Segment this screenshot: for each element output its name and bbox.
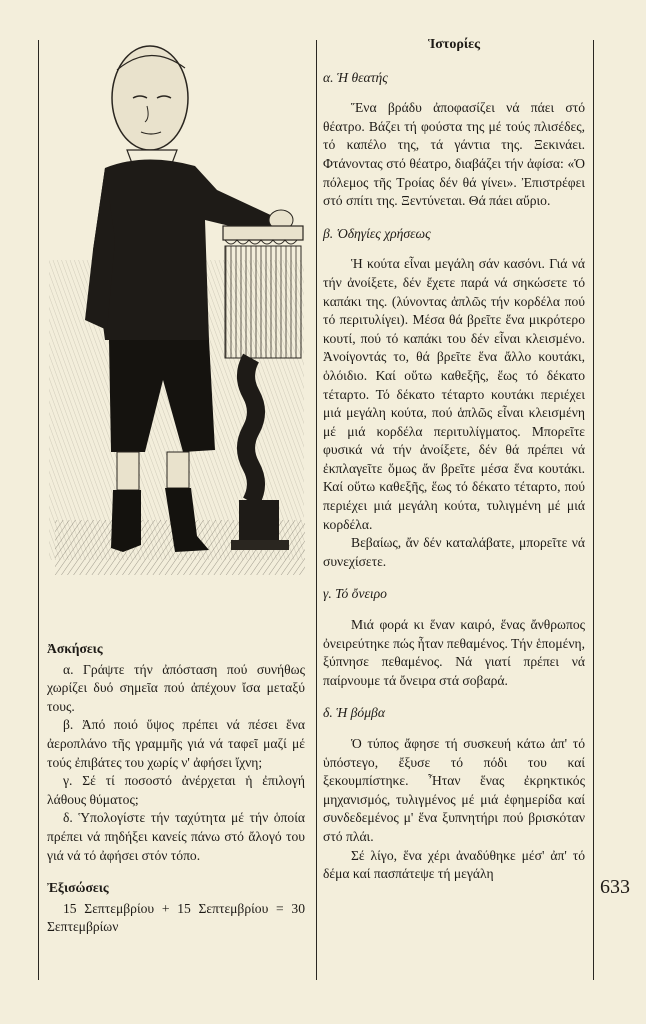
story-paragraph: Ἡ κούτα εἶναι μεγάλη σάν κασόνι. Γιά νά τήν ἀνοίξετε, δέν ἔχετε παρά νά σηκώσετε τό καπάκι της. (λύνοντας ἁπλῶς τήν κορδέλα πού τό περιτυλίγει). Μέσα θά βρεῖτε ἕνα μικρότερο κουτί, πού τό καπάκι του δέν εἶναι κλεισμένο. Ἀνοίγοντάς το, θά βρεῖτε ἕνα ἄλλο κουτάκι, ὁλόιδιο. Καί οὕτω καθεξῆς, ἕως τό δέκατο τέταρτο. Τό δέκατο τέταρτο κουτάκι περιέχει μιά μεγάλη κούτα, πού ἁπλῶς εἶναι κλεισμένη μέ μιά κορδέλα περιτυλίγματος. Μπορεῖτε φυσικά νά τήν ἀνοίξετε, δέν θά πρέπει νά ἐκπλαγεῖτε ὅμως ἄν βρεῖτε μέσα ἕνα κουτάκι. Καί οὕτω καθεξῆς, ἕως τό δέκατο τέταρτο, πού περιέχει μιά μεγάλη κούτα, τυλιγμένη μέ μιά κορδέλα.: [323, 256, 585, 532]
story-paragraph: Ὁ τύπος ἄφησε τή συσκευή κάτω ἀπ' τό ὑπόστεγο, ἔξυσε τό πόδι του καί ξεκουμπίστηκε. Ἦταν ἕνας ἐκρηκτικός μηχανισμός, τυλιγμένος μέ μιά ἐφημερίδα καί συνδεδεμένος μ' ἕνα ξυπνητήρι πού βρισκόταν στό πλάι.: [323, 736, 585, 844]
section-title: Ἱστορίες: [427, 37, 481, 52]
story-heading-dream: γ. Τό ὄνειρο: [323, 586, 387, 602]
right-column: [323, 36, 585, 884]
exercises-list: [47, 661, 305, 866]
story-paragraph: Μιά φορά κι ἕναν καιρό, ἕνας ἄνθρωπος ὀνειρεύτηκε πώς ἦταν πεθαμένος. Τήν ἑπομένη, ξύπνησε πεθαμένος. Νά γιατί πρέπει νά παίρνουμε τά ὄνειρα στά σοβαρά.: [323, 617, 585, 688]
engraving-boy-with-table-illustration: [45, 40, 311, 588]
story-heading-instructions: β. Ὁδηγίες χρήσεως: [323, 225, 431, 241]
left-column: [47, 640, 305, 937]
page-number: 633: [600, 876, 630, 898]
exercise-item: β. Ἀπό ποιό ὕψος πρέπει νά πέσει ἕνα ἀεροπλάνο τῆς γραμμῆς γιά νά ταφεῖ μαζί μέ τούς ἐπιβάτες του χωρίς ν' ἀφήσει ἴχνη;: [47, 717, 305, 770]
exercise-item: α. Γράψτε τήν ἀπόσταση πού συνήθως χωρίζει δυό σημεῖα πού ἀπέχουν ἴσα μεταξύ τους.: [47, 661, 305, 714]
equation-text: 15 Σεπτεμβρίου + 15 Σεπτεμβρίου = 30 Σεπτεμβρίων: [47, 900, 305, 935]
story-paragraph: Ἕνα βράδυ ἀποφασίζει νά πάει στό θέατρο. Βάζει τή φούστα της μέ τούς πλισέδες, τό καπέλο της, τά γάντια της. Ξεκινάει. Φτάνοντας στό θέατρο, διαβάζει τήν ἀφίσα: «Ὁ πόλεμος τῆς Τροίας δέν θά γίνει». Ἐπιστρέφει στό σπίτι της. Ξεντύνεται. Θά πάει αὔριο.: [323, 100, 585, 209]
exercise-item: δ. Ὑπολογίστε τήν ταχύτητα μέ τήν ὁποία πρέπει νά πηδήξει κανείς πάνω στό ἄλογό του γιά νά τό ἀφήσει στόν τόπο.: [47, 810, 305, 863]
exercise-item: γ. Σέ τί ποσοστό ἀνέρχεται ἡ ἐπιλογή λάθους θύματος;: [47, 773, 305, 807]
story-paragraph: Βεβαίως, ἄν δέν καταλάβατε, μπορεῖτε νά συνεχίσετε.: [323, 535, 585, 569]
column-divider-rule: [316, 40, 317, 980]
exercises-heading: Ἀσκήσεις: [47, 641, 103, 656]
equations-heading: Ἐξισώσεις: [47, 880, 109, 896]
story-heading-spectator: α. Ἡ θεατής: [323, 69, 388, 85]
left-margin-rule: [38, 40, 39, 980]
story-paragraph: Σέ λίγο, ἕνα χέρι ἀναδύθηκε μέσ' ἀπ' τό δέμα καί πασπάτεψε τή μεγάλη: [323, 847, 585, 882]
right-margin-rule: [593, 40, 594, 980]
story-heading-bomb: δ. Ἡ βόμβα: [323, 705, 385, 721]
